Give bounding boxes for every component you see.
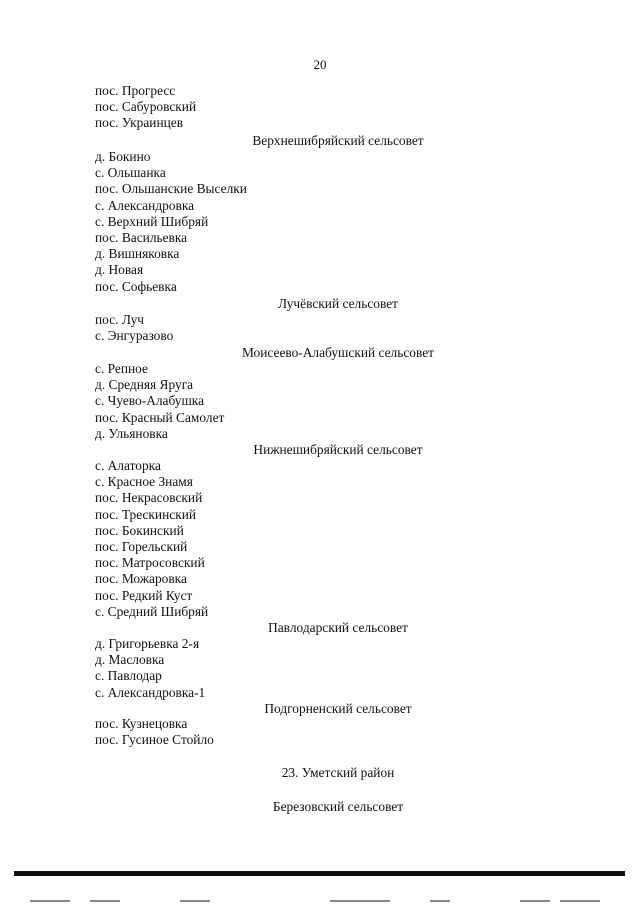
section-heading: Верхнешибряйский сельсовет xyxy=(252,133,424,148)
list-item: д. Бокино xyxy=(95,149,151,164)
list-item: д. Вишняковка xyxy=(95,246,180,262)
list-item: д. Ульяновка xyxy=(95,425,168,441)
section-heading: Лучёвский сельсовет xyxy=(277,296,398,311)
list-item: с. Средний Шибряй xyxy=(95,603,209,619)
list-item: пос. Матросовский xyxy=(95,555,205,571)
settlement-list-group-5 xyxy=(95,458,208,620)
settlement-list-group-7 xyxy=(95,716,214,748)
list-item: пос. Редкий Куст xyxy=(95,587,193,603)
scan-edge-marks xyxy=(0,896,640,905)
section-heading: Березовский сельсовет xyxy=(272,799,404,814)
list-item: д. Григорьевка 2-я xyxy=(95,636,200,651)
list-item: пос. Прогресс xyxy=(95,83,176,98)
page-number: 20 xyxy=(313,57,327,72)
settlement-list-group-4 xyxy=(95,361,224,442)
list-item: пос. Красный Самолет xyxy=(95,409,225,425)
list-item: с. Энгуразово xyxy=(95,328,174,344)
section-heading: Нижнешибряйский сельсовет xyxy=(253,442,423,457)
list-item: с. Репное xyxy=(95,361,148,376)
list-item: с. Павлодар xyxy=(95,668,162,684)
settlement-list-group-3 xyxy=(95,312,173,344)
list-item: пос. Сабуровский xyxy=(95,99,197,115)
settlement-list-group-6 xyxy=(95,636,205,701)
settlement-list-group-1 xyxy=(95,83,196,132)
list-item: пос. Васильевка xyxy=(95,230,188,246)
list-item: пос. Украинцев xyxy=(95,115,184,131)
settlement-list-group-2 xyxy=(95,149,247,295)
list-item: с. Ольшанка xyxy=(95,165,166,181)
list-item: пос. Некрасовский xyxy=(95,490,203,506)
district-heading: 23. Уметский район xyxy=(281,765,395,780)
list-item: д. Новая xyxy=(95,262,144,278)
list-item: с. Красное Знамя xyxy=(95,474,193,490)
bottom-rule xyxy=(14,871,625,876)
list-item: пос. Софьевка xyxy=(95,278,177,294)
list-item: пос. Трескинский xyxy=(95,506,197,522)
list-item: с. Александровка-1 xyxy=(95,684,206,700)
list-item: пос. Луч xyxy=(95,312,145,327)
list-item: пос. Бокинский xyxy=(95,522,184,538)
list-item: пос. Гусиное Стойло xyxy=(95,732,214,748)
list-item: д. Средняя Яруга xyxy=(95,377,194,393)
list-item: д. Масловка xyxy=(95,652,165,668)
list-item: с. Верхний Шибряй xyxy=(95,213,209,229)
list-item: с. Алаторка xyxy=(95,458,161,473)
list-item: пос. Ольшанские Выселки xyxy=(95,181,247,197)
section-heading: Павлодарский сельсовет xyxy=(268,620,408,635)
list-item: пос. Кузнецовка xyxy=(95,716,188,731)
list-item: пос. Горельский xyxy=(95,539,188,555)
list-item: пос. Можаровка xyxy=(95,571,187,587)
section-heading: Подгорненский сельсовет xyxy=(264,701,412,716)
list-item: с. Александровка xyxy=(95,197,195,213)
section-heading: Моисеево-Алабушский сельсовет xyxy=(241,345,435,360)
list-item: с. Чуево-Алабушка xyxy=(95,393,205,409)
